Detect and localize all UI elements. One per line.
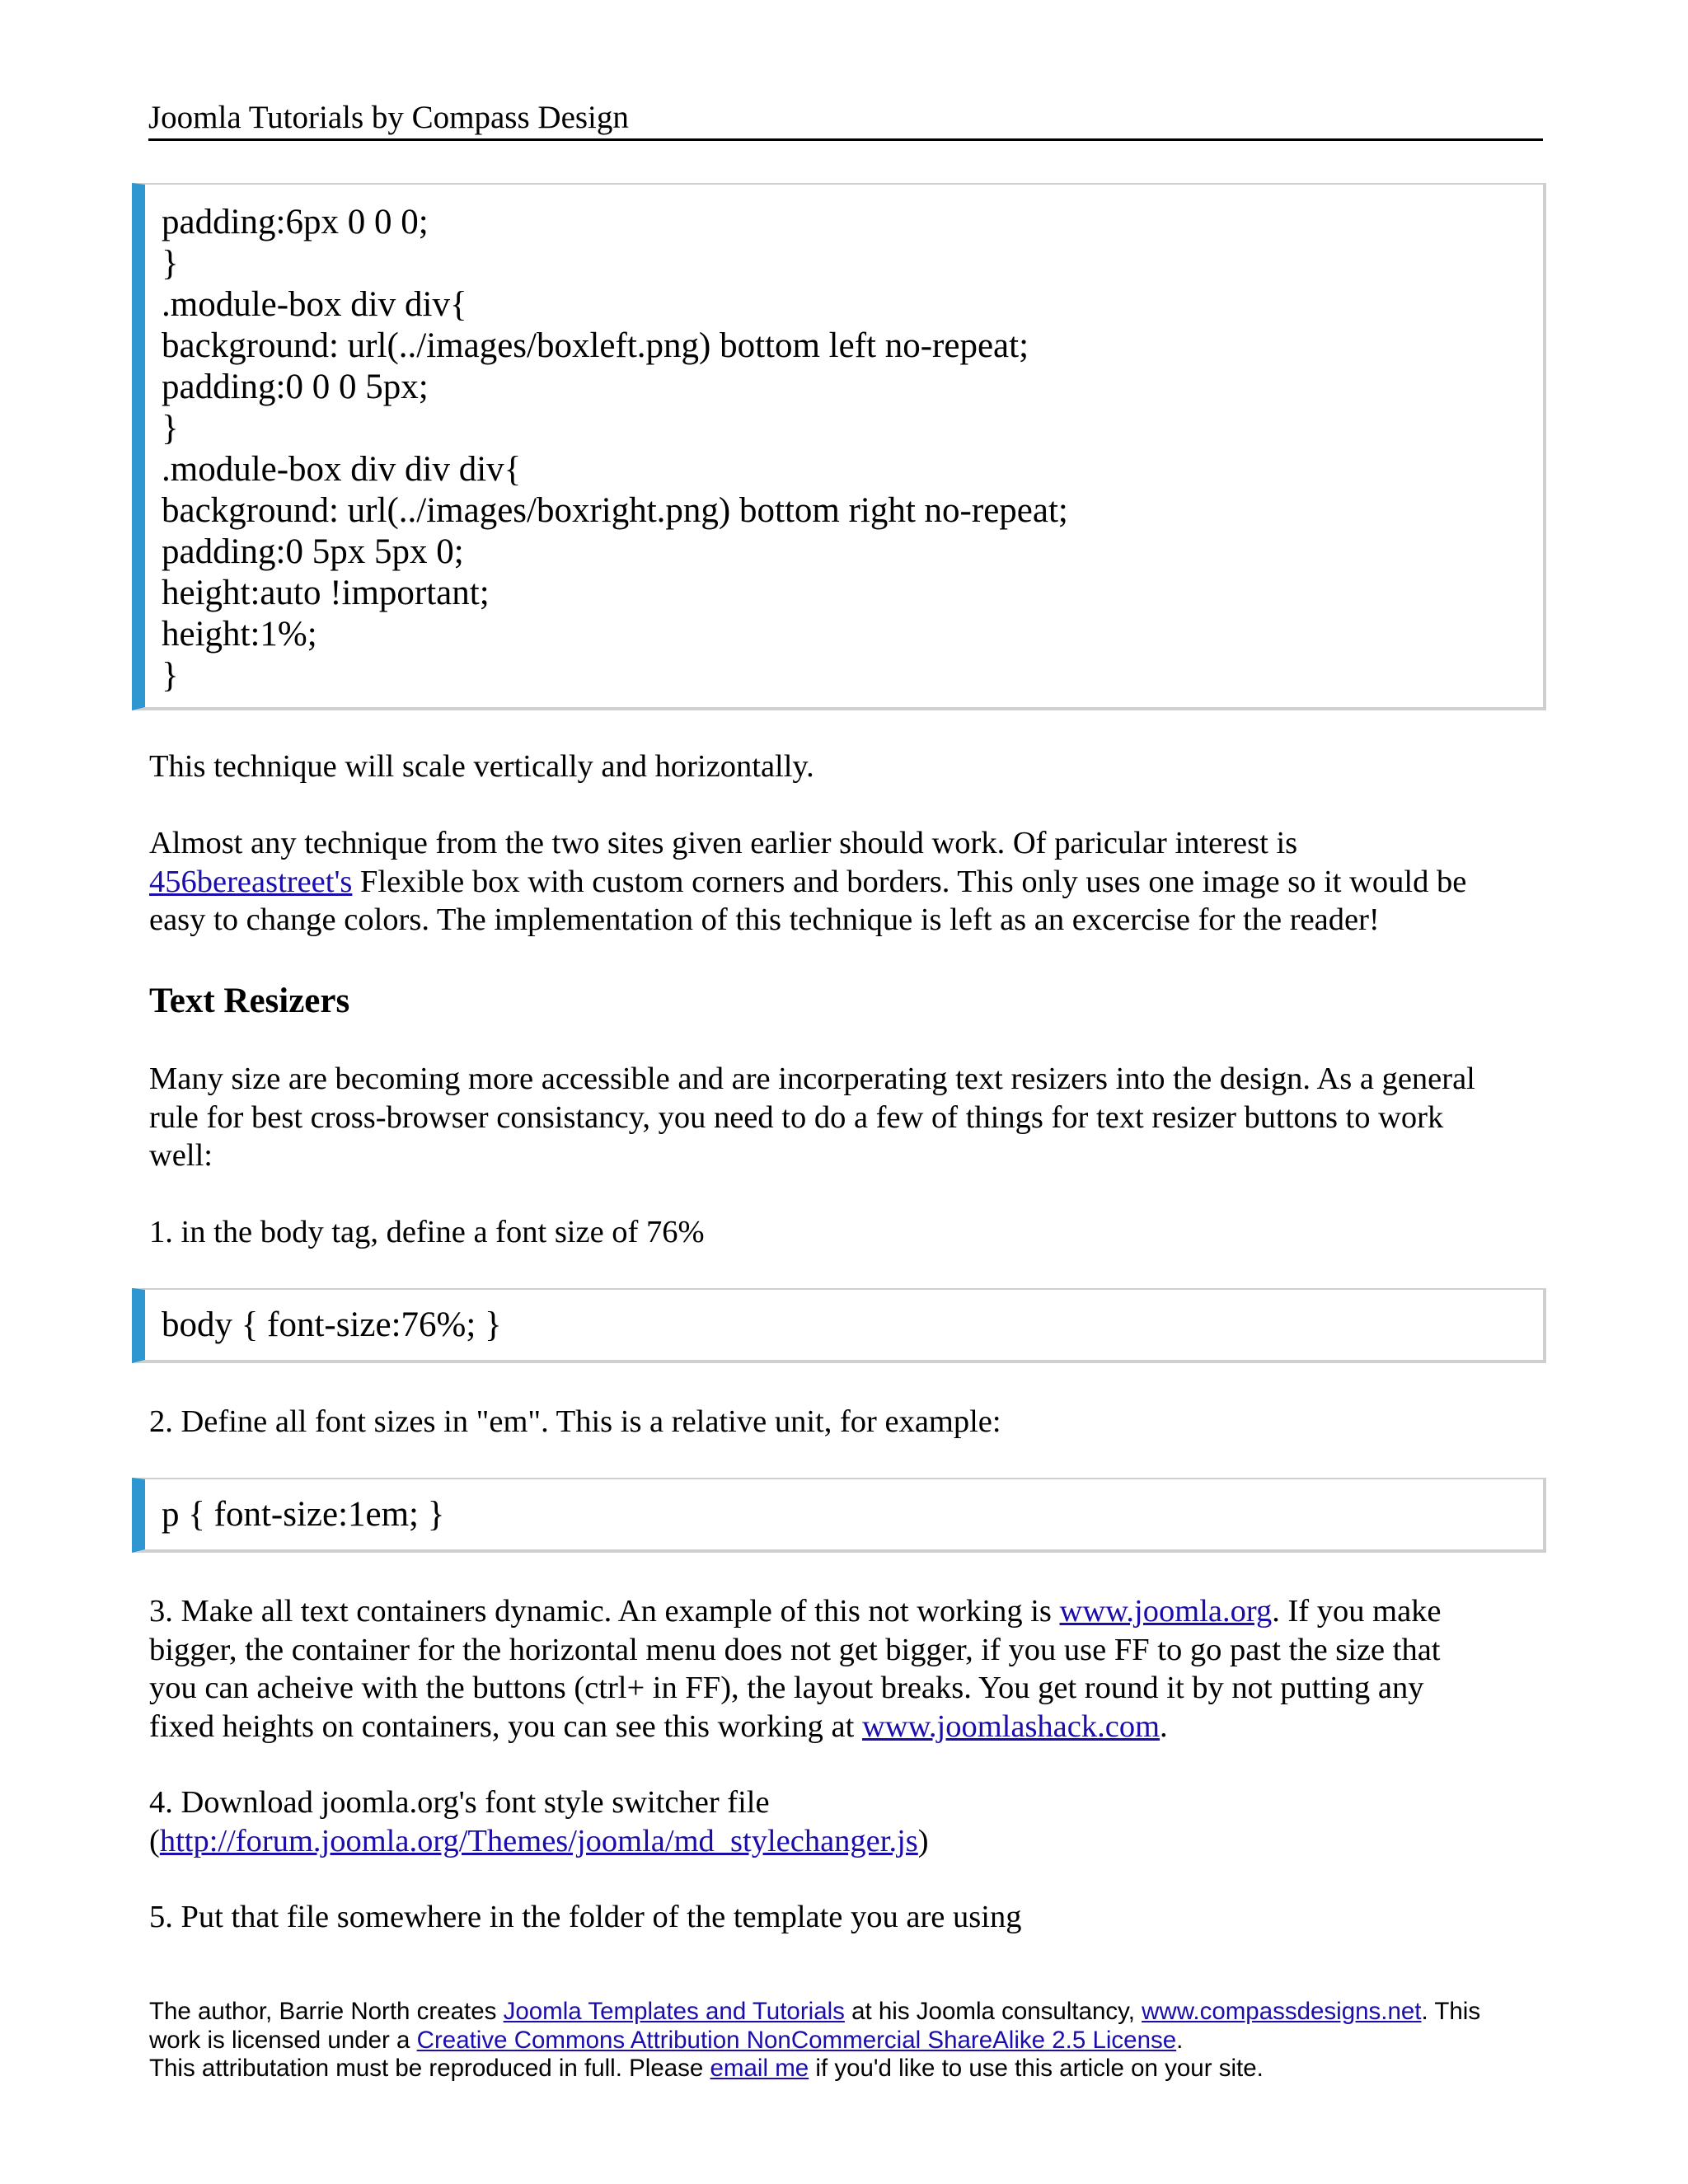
link-joomlashack[interactable]: www.joomlashack.com xyxy=(861,1708,1160,1744)
footer-text: work is licensed under a xyxy=(149,2026,417,2054)
link-creative-commons-license[interactable]: Creative Commons Attribution NonCommercial ShareAlike 2.5 License xyxy=(416,2026,1177,2054)
code-line: height:auto !important; xyxy=(162,574,490,612)
paragraph-text: Flexible box with custom corners and borders. This only uses one image so it would be xyxy=(352,864,1467,899)
footer-text: . This xyxy=(1421,1998,1481,2025)
section-heading: Text Resizers xyxy=(149,982,350,1020)
paragraph-line: you can acheive with the buttons (ctrl+ in FF), the layout breaks. You get round it by not putting any xyxy=(149,1671,1424,1705)
link-stylechanger-js[interactable]: http://forum.joomla.org/Themes/joomla/md_stylechanger.js xyxy=(159,1823,918,1858)
paragraph-line xyxy=(149,863,1550,902)
paragraph-line xyxy=(149,1708,1550,1746)
code-line: padding:0 5px 5px 0; xyxy=(162,532,464,571)
footer-text: if you'd like to use this article on your site. xyxy=(809,2055,1264,2082)
code-line: .module-box div div{ xyxy=(162,285,467,324)
step-text: 5. Put that file somewhere in the folder of the template you are using xyxy=(149,1900,1022,1934)
footer-text: at his Joomla consultancy, xyxy=(844,1998,1142,2025)
link-joomla-org[interactable]: www.joomla.org xyxy=(1059,1594,1273,1629)
footer-line xyxy=(149,1998,1550,2027)
code-block-body-font-size xyxy=(132,1288,1546,1363)
step-3 xyxy=(149,1592,1550,1746)
link-compassdesigns[interactable]: www.compassdesigns.net xyxy=(1142,1998,1422,2025)
paragraph-line: rule for best cross-browser consistancy, you need to do a few of things for text resizer buttons to work xyxy=(149,1099,1444,1135)
paragraph-scale xyxy=(149,748,1550,786)
paragraph-line: 4. Download joomla.org's font style switcher file xyxy=(149,1785,770,1820)
paragraph-line xyxy=(149,1822,1550,1861)
code-block-p-font-size xyxy=(132,1478,1546,1553)
step-text: 2. Define all font sizes in "em". This is a relative unit, for example: xyxy=(149,1404,1001,1439)
footer-text: . xyxy=(1176,2026,1184,2054)
code-line: .module-box div div div{ xyxy=(162,450,522,489)
running-header-title: Joomla Tutorials by Compass Design xyxy=(148,100,629,135)
code-line: background: url(../images/boxleft.png) bottom left no-repeat; xyxy=(162,326,1029,365)
paragraph-line: Almost any technique from the two sites given earlier should work. Of paricular interest is xyxy=(149,826,1298,860)
paragraph-almost-any-technique xyxy=(149,824,1550,940)
step-text: 1. in the body tag, define a font size of 76% xyxy=(149,1215,705,1249)
link-joomla-templates[interactable]: Joomla Templates and Tutorials xyxy=(503,1998,845,2025)
code-line: padding:6px 0 0 0; xyxy=(162,203,429,241)
paragraph-text: . If you make xyxy=(1272,1594,1442,1629)
paragraph-text: ( xyxy=(149,1823,160,1858)
paragraph-text: This technique will scale vertically and horizontally. xyxy=(149,749,814,784)
step-4 xyxy=(149,1783,1550,1860)
code-line: height:1%; xyxy=(162,615,317,654)
paragraph-text: ) xyxy=(917,1823,929,1858)
footer-text: This attributation must be reproduced in full. Please xyxy=(149,2055,710,2082)
link-456bereastreet[interactable]: 456bereastreet's xyxy=(149,864,353,899)
footer-line xyxy=(149,2027,1550,2055)
paragraph-line: easy to change colors. The implementation of this technique is left as an excercise for the reader! xyxy=(149,902,1380,937)
paragraph-text: 3. Make all text containers dynamic. An example of this not working is xyxy=(149,1594,1060,1629)
running-header xyxy=(148,97,1543,141)
code-line: } xyxy=(162,409,179,448)
code-line: } xyxy=(162,244,179,283)
footer-attribution xyxy=(149,1998,1550,2083)
link-email-me[interactable]: email me xyxy=(710,2055,809,2082)
paragraph-line: Many size are becoming more accessible and are incorperating text resizers into the design. As a general xyxy=(149,1062,1475,1096)
footer-text: The author, Barrie North creates xyxy=(149,1998,504,2025)
paragraph-text-resizers-intro xyxy=(149,1060,1550,1175)
code-line: background: url(../images/boxright.png) bottom right no-repeat; xyxy=(162,491,1068,530)
step-1 xyxy=(149,1213,1550,1252)
code-line: p { font-size:1em; } xyxy=(162,1495,445,1534)
paragraph-text: fixed heights on containers, you can see this working at xyxy=(149,1708,862,1744)
step-2 xyxy=(149,1403,1550,1441)
footer-line xyxy=(149,2055,1550,2083)
paragraph-line xyxy=(149,1592,1550,1631)
paragraph-text: . xyxy=(1160,1708,1168,1744)
code-line: } xyxy=(162,656,179,695)
step-5 xyxy=(149,1898,1550,1937)
code-line: padding:0 0 0 5px; xyxy=(162,368,429,406)
paragraph-line: well: xyxy=(149,1138,213,1173)
code-block-module-box-css xyxy=(132,183,1546,710)
code-line: body { font-size:76%; } xyxy=(162,1305,502,1344)
paragraph-line: bigger, the container for the horizontal menu does not get bigger, if you use FF to go past the size that xyxy=(149,1632,1441,1667)
